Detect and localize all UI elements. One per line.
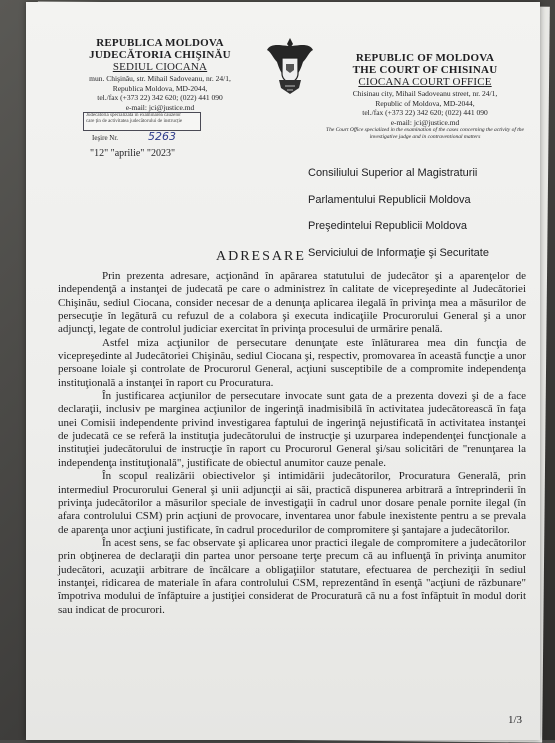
- header-right-address1: Chisinau city, Mihail Sadoveanu street, nr. 24/1,: [352, 89, 498, 98]
- header-left-office: SEDIUL CIOCANA: [112, 61, 208, 73]
- addressee-item: Preşedintelui Republicii Moldova: [308, 220, 467, 232]
- header-left-court: JUDECĂTORIA CHIŞINĂU: [89, 49, 231, 61]
- stamp-line-2: care țin de activitatea judecătorului de instrucție: [86, 118, 183, 124]
- header-right-country: REPUBLIC OF MOLDOVA: [355, 52, 495, 64]
- header-right-specialization: The Court Office specialized in the examination of the cases concerning the activity of the investigative judge and in contraventional matters: [326, 127, 524, 140]
- body-paragraph: În justificarea acţiunilor de persecutare invocate sunt gata de a prezenta dovezi şi de a face declaraţii, inclusiv pe marginea acţiunilor de ingerinţă inadmisibilă în activitatea judecătorească în faţa unei Comisii independente privind investigarea faptului de ingerinţă nejustificată în activitatea instanţei de judecată ce se referă la instituţia judecătorului de instrucţie şi uzurparea independenţei funcţionale a instituţiei judecătorului de instrucţie în raport cu Procurorul General şi/sau solicitări de "renunţarea la independenţa instituţională", justificate de obiectul anumitor cauze penale.: [58, 390, 526, 469]
- header-right-court: THE COURT OF CHISINAU: [352, 64, 498, 76]
- header-left-address2: Republica Moldova, MD-2044,: [112, 83, 208, 93]
- header-left-email: e-mail: jci@justice.md: [125, 102, 195, 112]
- body-paragraph: În acest sens, se fac observate şi aplicarea unor practici ilegale de compromitere a judecătorilor prin obţinerea de declaraţii din partea unor persoane terţe precum că au influenţă în privinţa anumitor judecători, acuzaţii arbitrare de încălcare a obligaţiilor statutare, efectuarea de percheziţii în sediul instanţei, ridicarea de materiale în afara controlului CSM, reprezentând în esenţă "acţiuni de răzbunare" împotriva modului de înfăptuire a justiţiei considerat de Procuratură că nu a fost înfăptuit în modul dorit sau indicat de procurori.: [58, 536, 526, 616]
- coat-of-arms-icon: [265, 36, 315, 98]
- addressee-item: Consiliului Superior al Magistraturii: [308, 167, 478, 179]
- outgoing-number: 5263: [148, 130, 176, 143]
- header-right: [320, 52, 530, 140]
- body-paragraph: Astfel miza acţiunilor de persecutare denunţate este înlăturarea mea din funcţia de vicepreşedinte al Judecătoriei Chişinău, sediul Ciocana şi, respectiv, promovarea în această funcţie a unor persoane loiale şi controlate de Procurorul General, acţiuni susceptibile de a compromite independenţa instituţională a instanţei în raport cu Procuratura.: [58, 336, 526, 389]
- body-paragraph: Prin prezenta adresare, acţionând în apărarea statutului de judecător şi a aparenţelor de independenţă a instanţei de judecată pe care o administrez în calitate de vicepreşedinte al Judecătoriei Chişinău, sediul Ciocana, consider necesar de a denunţa aplicarea ilegală în privinţa mea a măsurilor de persecuţie în legătură cu refuzul de a colabora şi executa indicaţiile Procurorului General şi a unor adjuncţi, legate de controlul judiciar exercitat în privinţa procesului de urmărire penală.: [58, 270, 526, 336]
- header-left-address1: mun. Chişinău, str. Mihail Sadoveanu, nr. 24/1,: [89, 74, 231, 83]
- document-title: ADRESARE: [216, 249, 306, 264]
- header-left-country: REPUBLICA MOLDOVA: [96, 37, 224, 49]
- header-right-office: CIOCANA COURT OFFICE: [358, 76, 492, 88]
- addressee-item: Serviciului de Informaţie şi Securitate: [308, 246, 489, 259]
- addressee-list: [308, 160, 489, 266]
- header-left-phone: tel./fax (+373 22) 342 620; (022) 441 090: [97, 93, 223, 102]
- body-paragraph: În scopul realizării obiectivelor şi intimidării judecătorilor, Procuratura Generală, prin intermediul Procurorului General şi unii adjuncţii ai săi, practică dispunerea arbitrară a întreprinderii în privinţa judecătorilor a măsurilor speciale de investigaţii în cadrul unor dosare penale pornite ilegal (în afara controlului CSM) prin acţiuni de provocare, inventarea unor fabule inexistente pentru a se prevala de aparenţa unor acţiuni justificate, în cadrul procedurilor de compromitere şi şantajare a judecătorilor.: [58, 470, 526, 536]
- document-body: [58, 270, 526, 617]
- registry-stamp: [83, 112, 201, 131]
- header-right-address2: Republic of Moldova, MD-2044,: [375, 98, 475, 108]
- page-number: 1/3: [508, 714, 523, 726]
- outgoing-date: "12" "aprilie" "2023": [90, 148, 176, 159]
- addressee-item: Parlamentului Republicii Moldova: [308, 193, 471, 206]
- outgoing-number-label: Ieşire Nr.: [92, 134, 119, 142]
- stamp-line-1: Judecătoria specializată în examinarea cauzelor: [86, 113, 181, 118]
- header-right-phone: tel./fax (+373 22) 342 620; (022) 441 090: [362, 108, 488, 117]
- header-left: [60, 37, 260, 112]
- header-right-email: e-mail: jci@justice.md: [390, 117, 460, 127]
